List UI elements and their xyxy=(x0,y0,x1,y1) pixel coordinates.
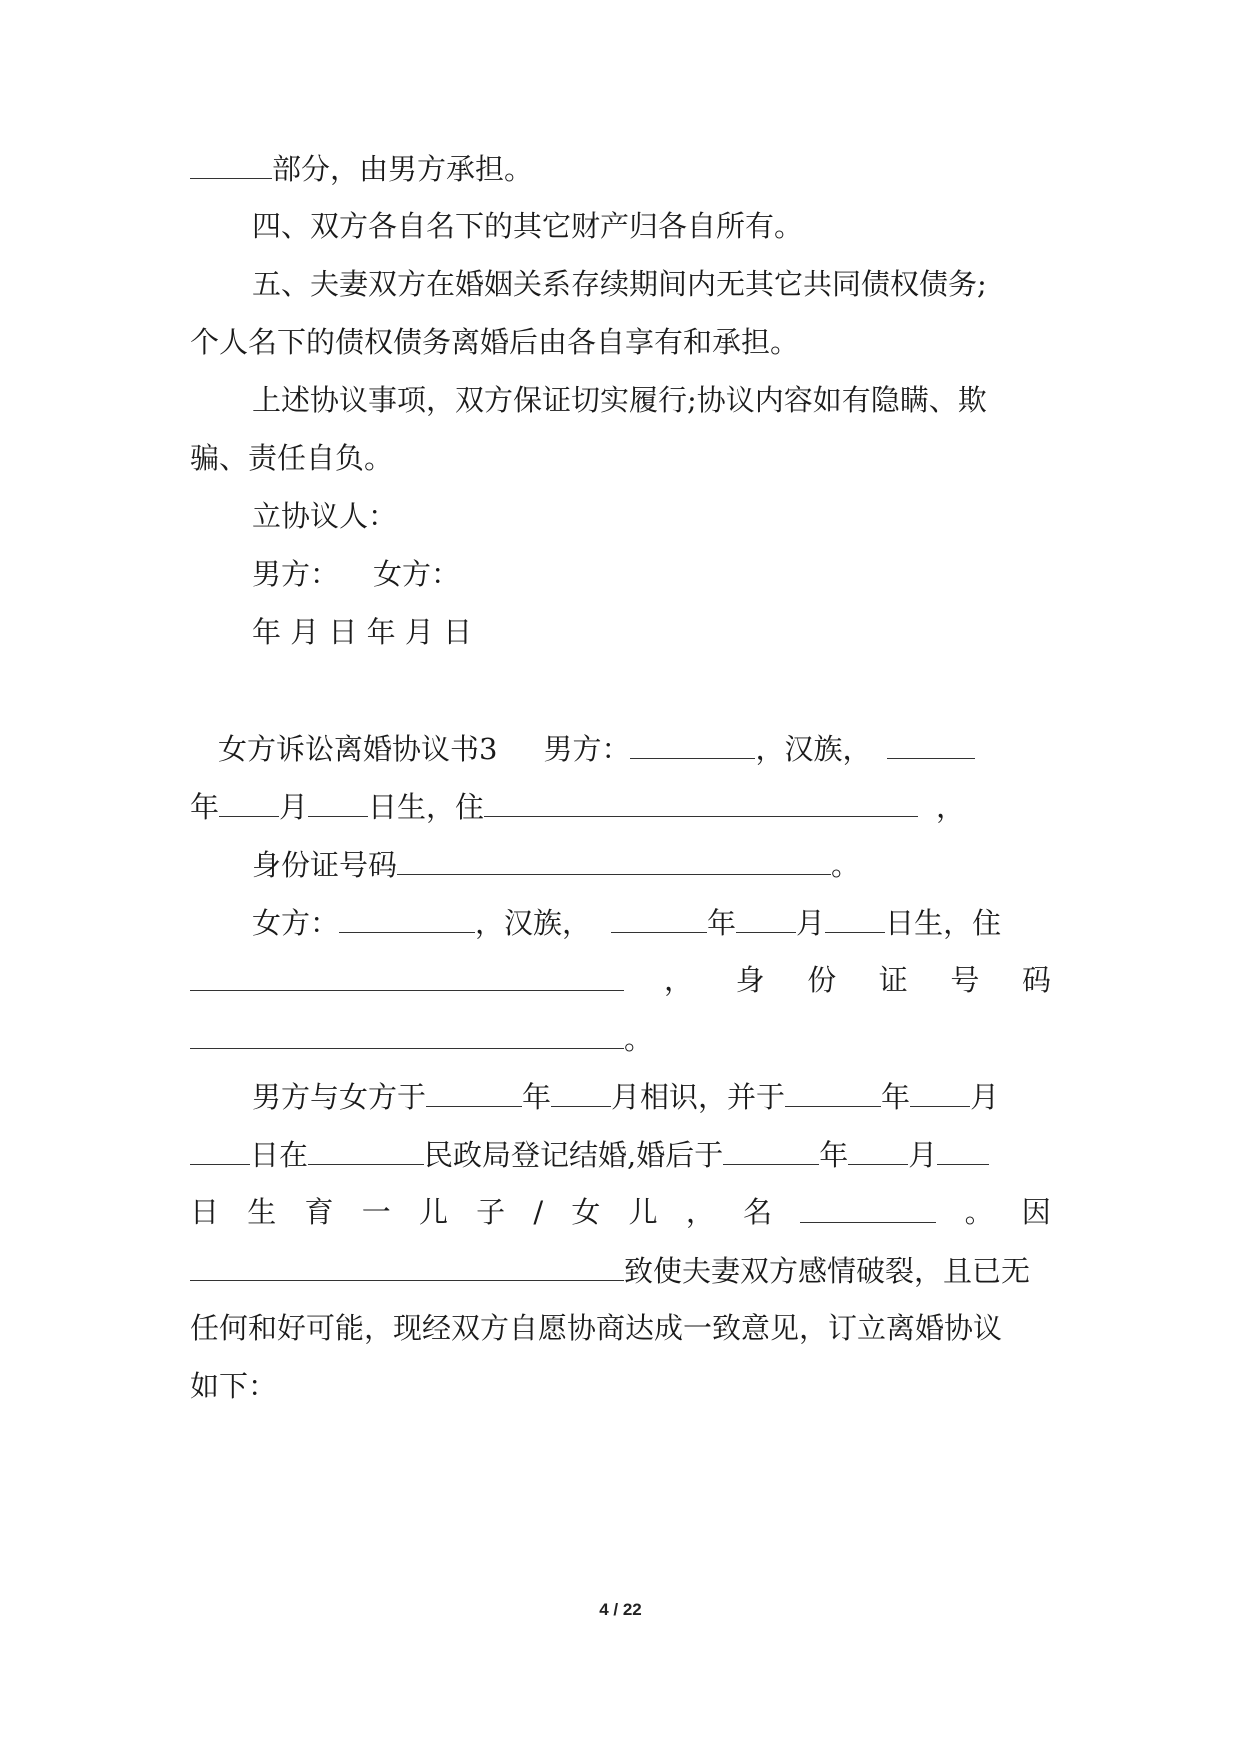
text-span: 致使夫妻双方感情破裂，且已无 xyxy=(624,1254,1031,1288)
blank-underline xyxy=(887,728,975,759)
blank-underline xyxy=(190,1018,624,1049)
blank-underline xyxy=(339,902,475,933)
text-span: 女方： xyxy=(252,906,340,940)
char: 育 xyxy=(304,1195,334,1229)
spread-text xyxy=(664,960,1051,1000)
char: 一 xyxy=(361,1195,391,1229)
text-span: ， xyxy=(936,790,966,824)
text-line xyxy=(190,1192,1051,1232)
text-line xyxy=(190,786,1051,826)
text-line: 个人名下的债权债务离婚后由各自享有和承担。 xyxy=(190,325,800,359)
blank-underline xyxy=(308,1134,424,1165)
char: ， xyxy=(664,963,694,997)
text-line: 四、双方各自名下的其它财产归各自所有。 xyxy=(252,209,804,243)
blank-underline xyxy=(190,1250,624,1281)
text-span: 月 xyxy=(279,790,309,824)
text-line: 任何和好可能，现经双方自愿协商达成一致意见，订立离婚协议 xyxy=(190,1311,1003,1345)
char: 因 xyxy=(1021,1195,1051,1229)
blank-underline xyxy=(723,1134,819,1165)
text-line xyxy=(218,728,1051,768)
blank-underline xyxy=(825,902,885,933)
text-line xyxy=(252,1076,1051,1116)
text-span: 男方： xyxy=(543,732,631,766)
date-line: 年 月 日 年 月 日 xyxy=(252,615,473,649)
char: 子 xyxy=(476,1195,506,1229)
page-number: 4 / 22 xyxy=(599,1600,642,1619)
blank-underline xyxy=(937,1134,989,1165)
blank-underline xyxy=(190,1134,250,1165)
text-span: 。 xyxy=(624,1022,654,1056)
blank-underline xyxy=(426,1076,522,1107)
blank-underline xyxy=(800,1192,936,1223)
text-line: 上述协议事项，双方保证切实履行;协议内容如有隐瞒、欺 xyxy=(252,383,987,417)
text-line xyxy=(190,1250,1051,1290)
text-span: 日生，住 xyxy=(368,790,485,824)
text-line xyxy=(190,960,1051,1000)
text-span: 月 xyxy=(908,1138,938,1172)
text-span: ，汉族， xyxy=(755,732,872,766)
blank-underline xyxy=(630,728,755,759)
char: 女 xyxy=(571,1195,601,1229)
text-span: 身份证号码 xyxy=(252,848,398,882)
text-line xyxy=(190,1018,1051,1058)
female-party-label: 女方： xyxy=(373,557,461,591)
text-line: 五、夫妻双方在婚姻关系存续期间内无其它共同债权债务; xyxy=(252,267,987,301)
char: ， xyxy=(685,1195,715,1229)
text-line xyxy=(252,902,1051,942)
text-span: 月 xyxy=(970,1080,1000,1114)
text-span: 月 xyxy=(796,906,826,940)
blank-underline xyxy=(785,1076,881,1107)
male-party-label: 男方： xyxy=(252,557,340,591)
char: 名 xyxy=(743,1195,773,1229)
text-span: 年 xyxy=(707,906,737,940)
text-span: 月相识，并于 xyxy=(611,1080,786,1114)
blank-underline xyxy=(484,786,918,817)
blank-underline xyxy=(848,1134,908,1165)
text-line xyxy=(252,844,1051,884)
text-line xyxy=(190,148,1051,188)
char: 日 xyxy=(190,1195,220,1229)
char: 证 xyxy=(878,963,908,997)
blank-underline xyxy=(397,844,831,875)
section-title: 女方诉讼离婚协议书3 xyxy=(218,732,498,766)
char: 儿 xyxy=(628,1195,658,1229)
char: / xyxy=(533,1195,544,1229)
text-span: 年 xyxy=(881,1080,911,1114)
text-span: 日在 xyxy=(250,1138,309,1172)
blank-underline xyxy=(910,1076,970,1107)
signature-line xyxy=(252,554,1051,594)
char: 儿 xyxy=(418,1195,448,1229)
text-span: 年 xyxy=(819,1138,849,1172)
text-line: 立协议人： xyxy=(252,499,398,533)
blank-underline xyxy=(190,960,624,991)
blank-underline xyxy=(551,1076,611,1107)
char: 身 xyxy=(735,963,765,997)
blank-underline xyxy=(190,148,272,179)
blank-underline xyxy=(308,786,368,817)
char: 份 xyxy=(807,963,837,997)
char: 生 xyxy=(247,1195,277,1229)
text-span: 日生，住 xyxy=(885,906,1002,940)
text-span: 部分，由男方承担。 xyxy=(272,152,534,186)
char: 。 xyxy=(964,1195,994,1229)
blank-underline xyxy=(611,902,707,933)
text-line: 骗、责任自负。 xyxy=(190,441,394,475)
text-span: 男方与女方于 xyxy=(252,1080,427,1114)
char: 号 xyxy=(950,963,980,997)
blank-underline xyxy=(219,786,279,817)
text-span: 年 xyxy=(190,790,220,824)
text-span: ，汉族， xyxy=(475,906,592,940)
text-span: 民政局登记结婚,婚后于 xyxy=(424,1138,724,1172)
text-line xyxy=(190,1134,1051,1174)
text-line: 如下： xyxy=(190,1369,278,1403)
text-span: 。 xyxy=(831,848,861,882)
text-span: 年 xyxy=(522,1080,552,1114)
blank-underline xyxy=(736,902,796,933)
char: 码 xyxy=(1021,963,1051,997)
